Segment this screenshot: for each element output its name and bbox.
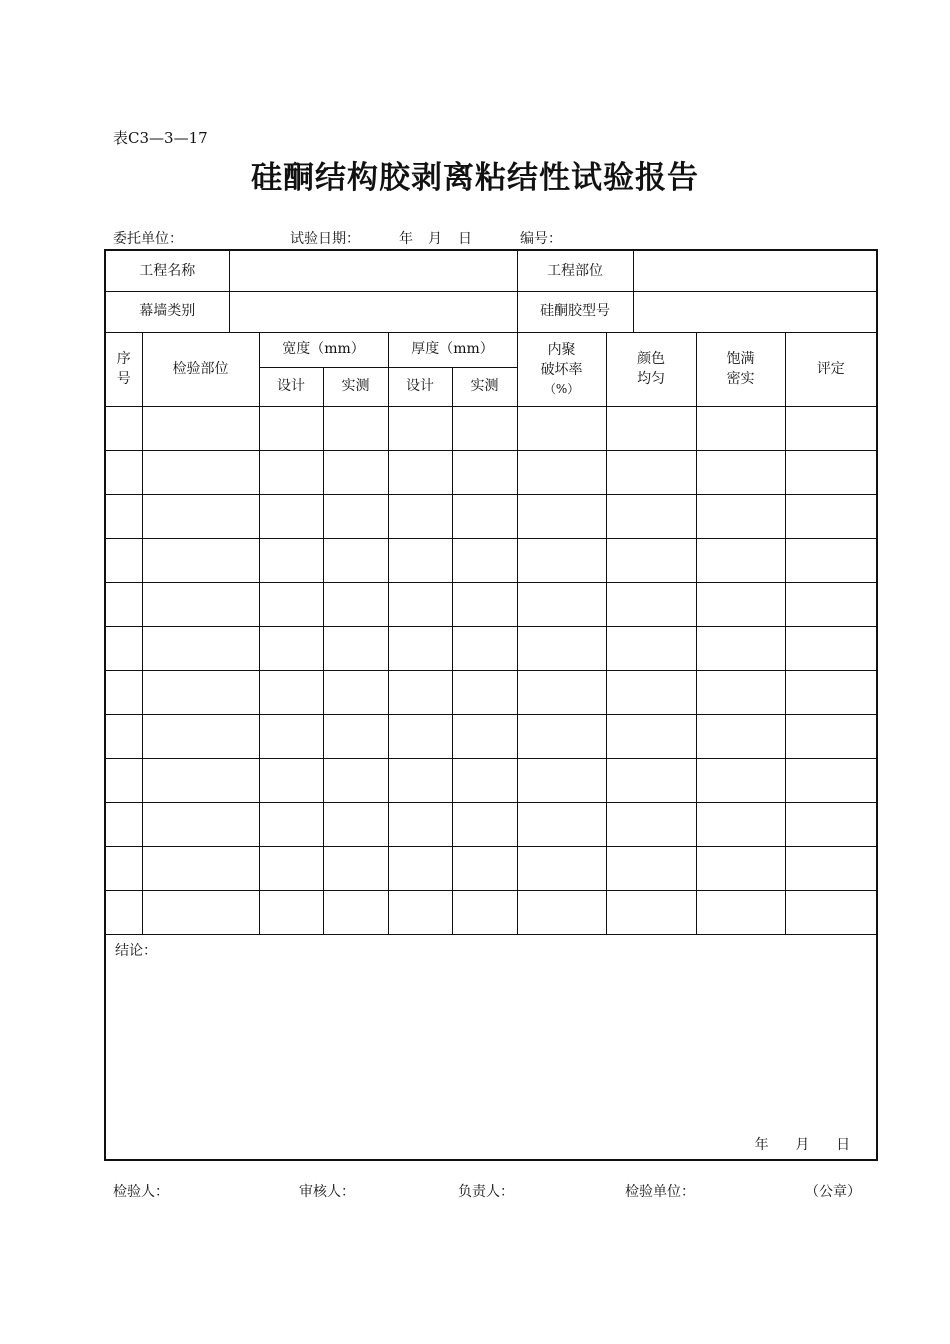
- table-cell[interactable]: [105, 406, 142, 450]
- project-part-label: 工程部位: [517, 250, 633, 291]
- table-cell[interactable]: [606, 890, 696, 934]
- table-cell[interactable]: [696, 890, 785, 934]
- table-cell[interactable]: [606, 758, 696, 802]
- table-cell[interactable]: [323, 758, 388, 802]
- table-cell[interactable]: [785, 494, 877, 538]
- table-cell[interactable]: [785, 714, 877, 758]
- table-cell[interactable]: [785, 626, 877, 670]
- table-cell[interactable]: [105, 450, 142, 494]
- table-cell[interactable]: [785, 802, 877, 846]
- table-cell[interactable]: [388, 890, 452, 934]
- table-cell[interactable]: [105, 494, 142, 538]
- table-cell[interactable]: [323, 582, 388, 626]
- table-cell[interactable]: [452, 626, 517, 670]
- project-name-label: 工程名称: [105, 250, 229, 291]
- table-cell[interactable]: [606, 670, 696, 714]
- table-cell[interactable]: [105, 538, 142, 582]
- table-cell[interactable]: [323, 802, 388, 846]
- header-cohesive-line2: 破坏率: [540, 362, 583, 379]
- table-cell[interactable]: [606, 450, 696, 494]
- table-cell[interactable]: [785, 846, 877, 890]
- meta-day: 日: [458, 231, 472, 247]
- footer-reviewer: 审核人：: [299, 1184, 355, 1200]
- table-cell[interactable]: [517, 582, 606, 626]
- table-cell[interactable]: [259, 890, 323, 934]
- table-cell[interactable]: [452, 494, 517, 538]
- table-row: [105, 802, 877, 846]
- table-cell[interactable]: [517, 714, 606, 758]
- table-cell[interactable]: [452, 890, 517, 934]
- table-cell[interactable]: [452, 406, 517, 450]
- table-cell[interactable]: [259, 406, 323, 450]
- table-cell[interactable]: [105, 670, 142, 714]
- table-cell[interactable]: [785, 670, 877, 714]
- header-color: [606, 332, 696, 406]
- header-thickness: 厚度（mm）: [388, 332, 517, 367]
- header-thickness-measured: 实测: [452, 367, 517, 406]
- table-cell[interactable]: [323, 538, 388, 582]
- data-rows: [105, 406, 877, 934]
- meta-month: 月: [428, 231, 442, 247]
- table-cell[interactable]: [696, 582, 785, 626]
- table-cell[interactable]: [142, 670, 259, 714]
- table-cell[interactable]: [606, 802, 696, 846]
- info-row-1: [105, 250, 877, 291]
- table-cell[interactable]: [105, 802, 142, 846]
- table-cell[interactable]: [517, 802, 606, 846]
- table-cell[interactable]: [142, 714, 259, 758]
- table-cell[interactable]: [696, 846, 785, 890]
- table-cell[interactable]: [388, 714, 452, 758]
- table-cell[interactable]: [517, 846, 606, 890]
- conclusion-day: 日: [836, 1137, 851, 1154]
- table-cell[interactable]: [259, 494, 323, 538]
- footer-seal: （公章）: [805, 1184, 861, 1200]
- table-cell[interactable]: [696, 406, 785, 450]
- table-cell[interactable]: [696, 802, 785, 846]
- table-cell[interactable]: [105, 626, 142, 670]
- header-rating: 评定: [785, 332, 877, 406]
- table-row: [105, 538, 877, 582]
- table-cell[interactable]: [259, 626, 323, 670]
- footer-unit: 检验单位：: [625, 1184, 695, 1200]
- table-row: [105, 406, 877, 450]
- footer-responsible: 负责人：: [458, 1184, 514, 1200]
- table-cell[interactable]: [785, 450, 877, 494]
- table-cell[interactable]: [323, 494, 388, 538]
- table-cell[interactable]: [517, 406, 606, 450]
- table-cell[interactable]: [142, 890, 259, 934]
- table-cell[interactable]: [142, 406, 259, 450]
- header-seq-line1: 序: [116, 350, 131, 367]
- table-cell[interactable]: [452, 450, 517, 494]
- project-name-value[interactable]: [229, 250, 517, 291]
- table-cell[interactable]: [142, 582, 259, 626]
- table-cell[interactable]: [452, 846, 517, 890]
- table-cell[interactable]: [259, 538, 323, 582]
- table-cell[interactable]: [259, 670, 323, 714]
- table-cell[interactable]: [696, 670, 785, 714]
- table-cell[interactable]: [259, 758, 323, 802]
- table-cell[interactable]: [142, 802, 259, 846]
- table-cell[interactable]: [388, 450, 452, 494]
- header-seq: [105, 332, 142, 406]
- conclusion-cell[interactable]: [105, 934, 877, 1160]
- table-cell[interactable]: [452, 670, 517, 714]
- conclusion-row: [105, 934, 877, 1160]
- table-cell[interactable]: [517, 538, 606, 582]
- table-row: [105, 758, 877, 802]
- table-cell[interactable]: [517, 494, 606, 538]
- table-cell[interactable]: [105, 582, 142, 626]
- table-cell[interactable]: [606, 582, 696, 626]
- header-full-line2: 密实: [726, 371, 755, 387]
- table-cell[interactable]: [785, 406, 877, 450]
- conclusion-month: 月: [795, 1137, 810, 1154]
- table-cell[interactable]: [142, 626, 259, 670]
- table-cell[interactable]: [323, 626, 388, 670]
- table-cell[interactable]: [785, 890, 877, 934]
- table-cell[interactable]: [388, 758, 452, 802]
- table-cell[interactable]: [323, 406, 388, 450]
- table-row: [105, 714, 877, 758]
- table-cell[interactable]: [517, 670, 606, 714]
- table-cell[interactable]: [323, 714, 388, 758]
- report-table: [104, 249, 878, 1161]
- column-header-row-1: [105, 332, 877, 367]
- table-cell[interactable]: [785, 538, 877, 582]
- footer-inspector: 检验人：: [113, 1184, 169, 1200]
- table-cell[interactable]: [388, 582, 452, 626]
- header-location: 检验部位: [142, 332, 259, 406]
- table-cell[interactable]: [517, 758, 606, 802]
- table-cell[interactable]: [606, 626, 696, 670]
- table-cell[interactable]: [105, 714, 142, 758]
- table-cell[interactable]: [606, 538, 696, 582]
- table-row: [105, 670, 877, 714]
- table-cell[interactable]: [452, 582, 517, 626]
- curtain-type-value[interactable]: [229, 291, 517, 332]
- table-cell[interactable]: [105, 758, 142, 802]
- table-cell[interactable]: [696, 714, 785, 758]
- table-cell[interactable]: [696, 538, 785, 582]
- table-cell[interactable]: [323, 670, 388, 714]
- conclusion-year: 年: [754, 1137, 769, 1154]
- table-row: [105, 626, 877, 670]
- table-cell[interactable]: [142, 538, 259, 582]
- table-cell[interactable]: [323, 450, 388, 494]
- table-row: [105, 494, 877, 538]
- table-cell[interactable]: [323, 890, 388, 934]
- table-cell[interactable]: [696, 450, 785, 494]
- table-row: [105, 846, 877, 890]
- table-cell[interactable]: [259, 582, 323, 626]
- table-cell[interactable]: [517, 890, 606, 934]
- table-cell[interactable]: [696, 626, 785, 670]
- conclusion-date: [755, 1135, 850, 1155]
- table-cell[interactable]: [452, 714, 517, 758]
- table-cell[interactable]: [606, 714, 696, 758]
- table-cell[interactable]: [142, 846, 259, 890]
- header-seq-line2: 号: [116, 371, 131, 387]
- header-full-line1: 饱满: [726, 350, 755, 367]
- table-cell[interactable]: [696, 494, 785, 538]
- table-cell[interactable]: [105, 890, 142, 934]
- header-cohesive-line1: 内聚: [547, 342, 576, 358]
- table-cell[interactable]: [388, 670, 452, 714]
- table-row: [105, 582, 877, 626]
- table-cell[interactable]: [452, 802, 517, 846]
- form-code: 表C3—3—17: [113, 129, 208, 147]
- table-cell[interactable]: [142, 494, 259, 538]
- header-color-line2: 均匀: [637, 371, 666, 387]
- table-cell[interactable]: [696, 758, 785, 802]
- table-cell[interactable]: [259, 802, 323, 846]
- table-cell[interactable]: [259, 714, 323, 758]
- table-cell[interactable]: [142, 450, 259, 494]
- table-cell[interactable]: [259, 450, 323, 494]
- table-cell[interactable]: [517, 450, 606, 494]
- table-cell[interactable]: [388, 406, 452, 450]
- table-cell[interactable]: [142, 758, 259, 802]
- info-row-2: [105, 291, 877, 332]
- table-cell[interactable]: [452, 538, 517, 582]
- table-cell[interactable]: [388, 846, 452, 890]
- table-cell[interactable]: [606, 494, 696, 538]
- header-width-design: 设计: [259, 367, 323, 406]
- meta-year: 年: [399, 231, 413, 247]
- sealant-model-value[interactable]: [633, 291, 877, 332]
- table-cell[interactable]: [785, 582, 877, 626]
- curtain-type-label: 幕墙类别: [105, 291, 229, 332]
- header-cohesive: [517, 332, 606, 406]
- table-cell[interactable]: [517, 626, 606, 670]
- header-cohesive-line3: （%）: [543, 381, 580, 396]
- page-title: 硅酮结构胶剥离粘结性试验报告: [251, 160, 699, 196]
- table-cell[interactable]: [388, 538, 452, 582]
- table-row: [105, 450, 877, 494]
- table-cell[interactable]: [105, 846, 142, 890]
- table-cell[interactable]: [606, 846, 696, 890]
- table-cell[interactable]: [388, 494, 452, 538]
- table-cell[interactable]: [259, 846, 323, 890]
- project-part-value[interactable]: [633, 250, 877, 291]
- header-thickness-design: 设计: [388, 367, 452, 406]
- table-cell[interactable]: [388, 802, 452, 846]
- conclusion-label: 结论：: [115, 942, 157, 959]
- table-cell[interactable]: [388, 626, 452, 670]
- table-cell[interactable]: [606, 406, 696, 450]
- number-label: 编号：: [520, 231, 562, 247]
- header-width: 宽度（mm）: [259, 332, 388, 367]
- test-date-label: 试验日期：: [290, 231, 360, 247]
- header-color-line1: 颜色: [637, 350, 666, 367]
- table-cell[interactable]: [785, 758, 877, 802]
- header-width-measured: 实测: [323, 367, 388, 406]
- header-full: [696, 332, 785, 406]
- sealant-model-label: 硅酮胶型号: [517, 291, 633, 332]
- client-label: 委托单位：: [113, 231, 183, 247]
- table-cell[interactable]: [323, 846, 388, 890]
- table-row: [105, 890, 877, 934]
- table-cell[interactable]: [452, 758, 517, 802]
